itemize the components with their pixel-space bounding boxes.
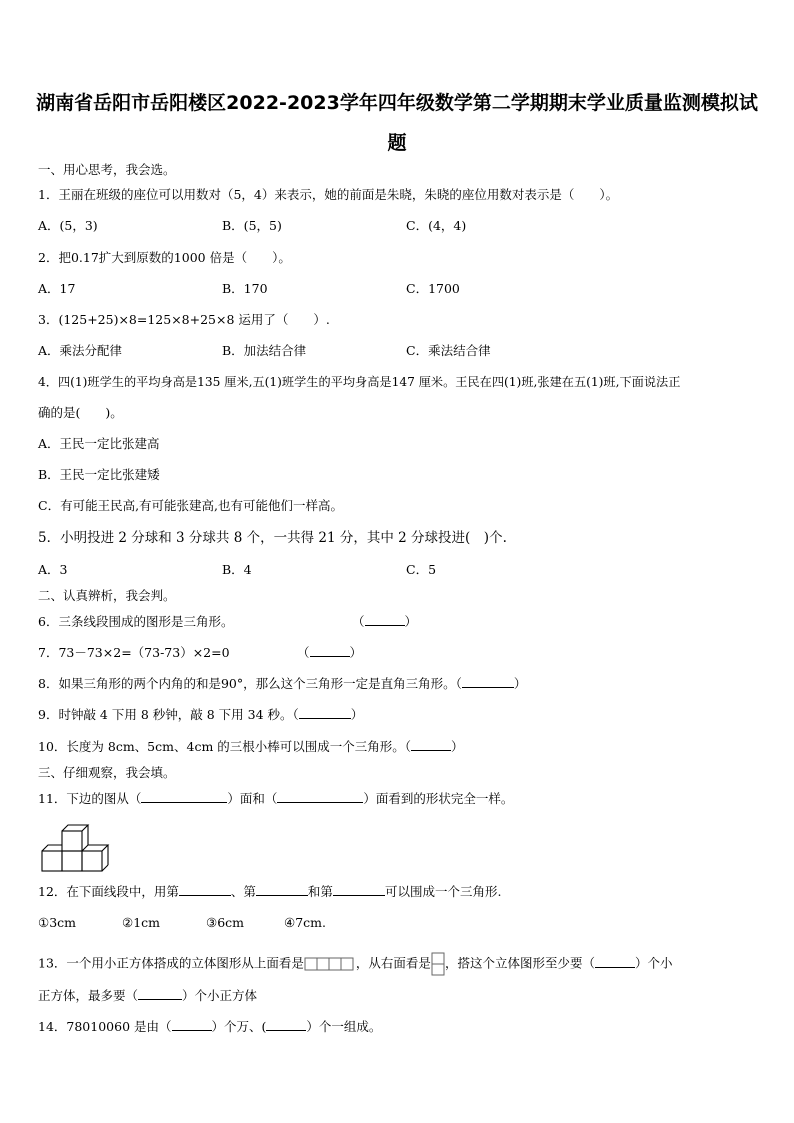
question-4-stem-line2: 确的是( )。 [38,405,123,420]
stem-text: ）个万、( [211,1019,267,1034]
paren: ） [350,707,364,722]
stem-text: 8．如果三角形的两个内角的和是90°，那么这个三角形一定是直角三角形。 [38,676,456,691]
paren: （ [455,676,462,691]
question-5-option-b[interactable]: B．4 [222,562,252,577]
paren: （ [292,707,299,722]
stem-text: 13．一个用小正方体搭成的立体图形从上面看是 [38,955,304,971]
stem-text: 11．下边的图从（ [38,791,142,806]
answer-blank-1[interactable] [172,1019,212,1031]
paren: ） [513,676,527,691]
question-1-option-c[interactable]: C．(4，4) [406,218,467,233]
answer-blank-3[interactable] [333,884,385,896]
question-2-stem: 2．把0.17扩大到原数的1000 倍是（ ）。 [38,250,291,265]
cube-edge [62,825,88,831]
stem-text: ）面和（ [227,791,278,806]
answer-blank-2[interactable] [266,1019,306,1031]
stem-text: ）个小 [634,955,673,971]
cube-edge [42,845,62,851]
question-13-stem-line1 [38,952,672,976]
stem-text: 9．时钟敲 4 下用 8 秒钟，敲 8 下用 34 秒。 [38,707,293,722]
page-title-line1: 湖南省岳阳市岳阳楼区2022-2023学年四年级数学第二学期期末学业质量监测模拟试 [36,92,758,114]
question-3-stem: 3．(125+25)×8=125×8+25×8 运用了（ ）. [38,312,330,327]
answer-blank-1[interactable] [141,791,227,803]
question-12-segment-3: ③6cm [206,915,245,930]
section-heading-2: 二、认真辨析，我会判。 [38,588,176,603]
answer-blank[interactable] [462,676,514,688]
question-3-option-c[interactable]: C．乘法结合律 [406,343,491,358]
answer-blank[interactable] [310,645,350,657]
stem-text: 、第 [230,884,256,899]
question-7-stem: 7．73－73×2=（73-73）×2=0 [38,645,230,660]
question-12-stem [38,884,501,900]
page-title-line2: 题 [387,132,407,154]
stem-text: 可以围成一个三角形. [384,884,502,899]
cube-edge [82,845,108,851]
question-5-option-a[interactable]: A．3 [38,562,68,577]
question-2-option-c[interactable]: C．1700 [406,281,460,296]
stem-text: 14．78010060 是由（ [38,1019,172,1034]
question-5-stem: 5．小明投进 2 分球和 3 分球共 8 个，一共得 21 分，其中 2 分球投进( )个. [38,530,507,546]
paren: （ [297,645,310,660]
answer-blank-1[interactable] [595,956,635,968]
answer-blank-2[interactable] [138,988,182,1000]
question-12-segment-2: ②1cm [122,915,161,930]
cube-face [62,831,82,851]
paren: ） [349,645,363,660]
question-14-stem [38,1019,381,1035]
answer-blank-2[interactable] [256,884,308,896]
paren: （ [352,614,365,629]
stem-text: ）个小正方体 [182,988,258,1003]
right-view-figure [431,952,445,976]
top-view-figure [304,957,356,971]
question-3-option-a[interactable]: A．乘法分配律 [38,343,123,358]
section-heading-3: 三、仔细观察，我会填。 [38,765,176,780]
paren: （ [404,739,412,754]
question-4-option-c[interactable]: C．有可能王民高,有可能张建高,也有可能他们一样高。 [38,498,344,513]
question-4-option-a[interactable]: A．王民一定比张建高 [38,436,160,451]
answer-blank[interactable] [411,739,451,751]
cube-face [42,851,62,871]
question-6-answer-box[interactable] [352,614,417,630]
cube-stack-figure [40,823,110,877]
section-heading-1: 一、用心思考，我会选。 [38,162,176,177]
question-7-answer-box[interactable] [297,645,362,661]
question-6-stem: 6．三条线段围成的图形是三角形。 [38,614,234,629]
question-5-option-c[interactable]: C．5 [406,562,437,577]
cube-face [62,851,82,871]
question-12-segment-1: ①3cm [38,915,77,930]
cube-face [82,851,102,871]
paren: ） [404,614,418,629]
question-3-option-b[interactable]: B．加法结合律 [222,343,307,358]
question-8-stem [38,676,526,692]
question-11-stem [38,791,513,807]
question-10-stem [38,739,464,755]
cube-edge [102,865,108,871]
stem-text: ，从右面看是 [355,955,431,971]
question-9-stem [38,707,363,723]
question-2-option-a[interactable]: A．17 [38,281,76,296]
question-1-stem: 1．王丽在班级的座位可以用数对（5，4）来表示，她的前面是朱晓，朱晓的座位用数对表示是（ ）。 [38,187,619,202]
answer-blank-1[interactable] [179,884,231,896]
answer-blank[interactable] [299,707,351,719]
stem-text: ）面看到的形状完全一样。 [363,791,514,806]
question-4-stem-line1: 4．四(1)班学生的平均身高是135 厘米,五(1)班学生的平均身高是147 厘米。王民在四(1)班,张建在五(1)班,下面说法正 [38,375,681,389]
question-1-option-a[interactable]: A．(5，3) [38,218,98,233]
answer-blank[interactable] [365,614,405,626]
question-4-option-b[interactable]: B．王民一定比张建矮 [38,467,160,482]
stem-text: ，搭这个立体图形至少要（ [444,955,595,971]
question-13-stem-line2 [38,988,257,1004]
question-12-segment-4: ④7cm. [284,915,326,930]
question-2-option-b[interactable]: B．170 [222,281,268,296]
stem-text: ）个一组成。 [306,1019,382,1034]
stem-text: 和第 [307,884,333,899]
question-1-option-b[interactable]: B．(5，5) [222,218,282,233]
stem-text: 正方体，最多要（ [38,988,139,1003]
stem-text: 10．长度为 8cm、5cm、4cm 的三根小棒可以围成一个三角形。 [38,739,405,754]
stem-text: 12．在下面线段中，用第 [38,884,179,899]
answer-blank-2[interactable] [277,791,363,803]
paren: ） [451,739,464,754]
